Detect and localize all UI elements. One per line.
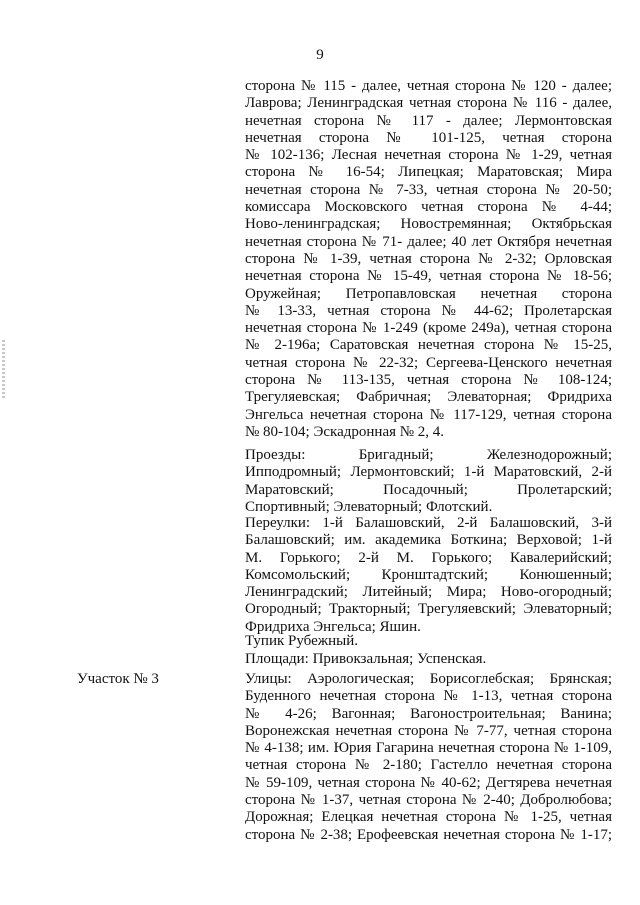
text-line: сторона № 2-38; Ерофеевская нечетная сторона № 1-17; [245, 826, 612, 843]
section-3-streets-paragraph [245, 671, 612, 844]
text-line: сторона № 113-135, четная сторона № 108-124; [245, 372, 612, 389]
section-label-uchastok-3: Участок № 3 [77, 671, 159, 687]
text-line: № 13-33, четная сторона № 44-62; Пролетарская [245, 302, 612, 319]
text-line: Тупик Рубежный. [245, 633, 358, 649]
text-line: Буденного нечетная сторона № 1-13, четная сторона [245, 688, 612, 705]
text-line: Лаврова; Ленинградская четная сторона № 116 - далее, [245, 95, 612, 112]
text-line: Огородный; Тракторный; Трегуляевский; Элеваторный; [245, 601, 612, 618]
text-line: Балашовский; им. академика Боткина; Верховой; 1-й [245, 532, 612, 549]
text-line: Улицы: Аэрологическая; Борисоглебская; Брянская; [245, 671, 612, 687]
text-line: М. Горького; 2-й М. Горького; Кавалерийский; [245, 549, 612, 566]
text-line: сторона № 1-37, четная сторона № 2-40; Добролюбова; [245, 792, 612, 809]
text-line: № 4-26; Вагонная; Вагоностроительная; Ванина; [245, 705, 612, 722]
text-line: № 59-109, четная сторона № 40-62; Дегтярева нечетная [245, 774, 612, 791]
text-line: нечетная сторона № 71- далее; 40 лет Октября нечетная [245, 233, 612, 250]
text-line: сторона № 16-54; Липецкая; Маратовская; Мира [245, 164, 612, 181]
text-line: четная сторона № 22-32; Сергеева-Ценского нечетная [245, 354, 612, 371]
text-line: Ипподромный; Лермонтовский; 1-й Маратовский, 2-й [245, 464, 612, 481]
text-line: Проезды: Бригадный; Железнодорожный; [245, 447, 612, 463]
text-line: четная сторона № 2-180; Гастелло нечетная сторона [245, 757, 612, 774]
text-line: Ленинградский; Литейный; Мира; Ново-огородный; [245, 584, 612, 601]
text-line: Комсомольский; Кронштадтский; Конюшенный; [245, 566, 612, 583]
text-line: Энгельса нечетная сторона № 117-129, четная сторона [245, 406, 612, 423]
text-line: сторона № 1-39, четная сторона № 2-32; Орловская [245, 250, 612, 267]
text-line: Воронежская нечетная сторона № 7-77, четная сторона [245, 722, 612, 739]
driveways-paragraph [245, 447, 612, 516]
text-line: сторона № 115 - далее, четная сторона № 120 - далее; [245, 78, 612, 94]
dead-end-paragraph [245, 633, 612, 650]
text-line: Трегуляевская; Фабричная; Элеваторная; Фридриха [245, 389, 612, 406]
streets-continued-paragraph [245, 78, 612, 441]
page-number: 9 [316, 47, 324, 63]
text-line: № 4-138; им. Юрия Гагарина нечетная сторона № 1-109, [245, 740, 612, 757]
text-line: Площади: Привокзальная; Успенская. [245, 651, 487, 667]
text-line: Ново-ленинградская; Новостремянная; Октябрьская [245, 216, 612, 233]
text-line: нечетная сторона № 15-49, четная сторона № 18-56; [245, 268, 612, 285]
margin-scan-mark [2, 340, 5, 400]
text-line: Дорожная; Елецкая нечетная сторона № 1-25, четная [245, 809, 612, 826]
text-line: нечетная сторона № 7-33, четная сторона № 20-50; [245, 181, 612, 198]
text-line: Фридриха Энгельса; Яшин. [245, 618, 421, 635]
text-line: комиссара Московского четная сторона № 4-44; [245, 199, 612, 216]
lanes-paragraph [245, 515, 612, 636]
text-line: Оружейная; Петропавловская нечетная сторона [245, 285, 612, 302]
text-line: № 80-104; Эскадронная № 2, 4. [245, 423, 445, 440]
text-line: Маратовский; Посадочный; Пролетарский; [245, 481, 612, 498]
text-line: Спортивный; Элеваторный; Флотский. [245, 498, 493, 515]
squares-paragraph [245, 651, 612, 668]
text-line: № 2-196а; Саратовская нечетная сторона № 15-25, [245, 337, 612, 354]
text-line: № 102-136; Лесная нечетная сторона № 1-29, четная [245, 147, 612, 164]
text-line: нечетная сторона № 101-125, четная сторона [245, 129, 612, 146]
text-line: нечетная сторона № 117 - далее; Лермонтовская [245, 112, 612, 129]
text-line: Переулки: 1-й Балашовский, 2-й Балашовский, 3-й [245, 515, 612, 531]
text-line: нечетная сторона № 1-249 (кроме 249а), четная сторона [245, 320, 612, 337]
